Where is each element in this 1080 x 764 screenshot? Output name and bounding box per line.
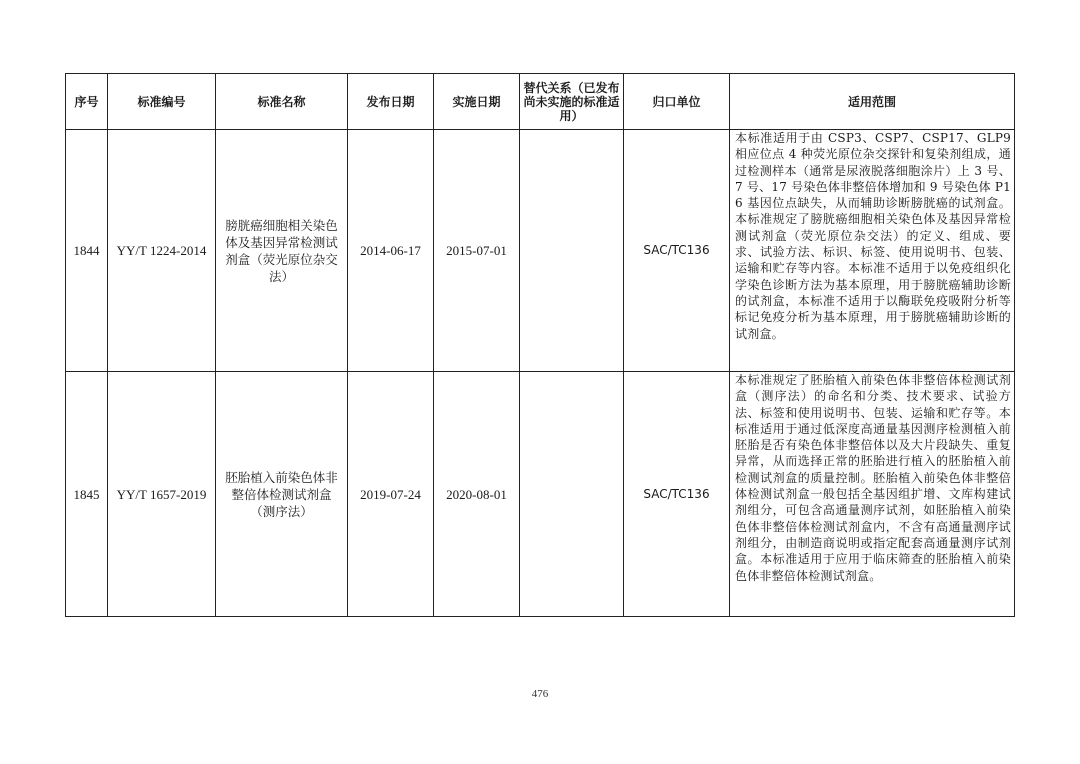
header-scope: 适用范围 <box>730 74 1015 130</box>
cell-seq: 1844 <box>66 130 108 372</box>
cell-scope: 本标准适用于由 CSP3、CSP7、CSP17、GLP9 相应位点 4 种荧光原位杂交探针和复染剂组成，通过检测样本（通常是尿液脱落细胞涂片）上 3 号、7 号、17 号染色体非整倍体增加和 9 号染色体 P16 基因位点缺失，从而辅助诊断膀胱癌的试剂盒。本标准规定了膀胱癌细胞相关染色体及基因异常检测试剂盒（荧光原位杂交法）的定义、组成、要求、试验方法、标识、标签、使用说明书、包装、运输和贮存等内容。本标准不适用于以免疫组织化学染色诊断方法为基本原理，用于膀胱癌辅助诊断的试剂盒，本标准不适用于以酶联免疫吸附分析等标记免疫分析为基本原理，用于膀胱癌辅助诊断的试剂盒。 <box>730 130 1015 372</box>
header-name: 标准名称 <box>216 74 348 130</box>
cell-replacement <box>520 372 624 617</box>
cell-effective-date: 2020-08-01 <box>434 372 520 617</box>
cell-seq: 1845 <box>66 372 108 617</box>
cell-code: YY/T 1224-2014 <box>108 130 216 372</box>
cell-publish-date: 2019-07-24 <box>348 372 434 617</box>
cell-name: 胚胎植入前染色体非整倍体检测试剂盒（测序法） <box>216 372 348 617</box>
cell-unit: SAC/TC136 <box>624 130 730 372</box>
header-seq: 序号 <box>66 74 108 130</box>
header-unit: 归口单位 <box>624 74 730 130</box>
cell-unit: SAC/TC136 <box>624 372 730 617</box>
cell-publish-date: 2014-06-17 <box>348 130 434 372</box>
table-row <box>66 372 1015 617</box>
header-replacement: 替代关系（已发布尚未实施的标准适用） <box>520 74 624 130</box>
table-row <box>66 130 1015 372</box>
header-publish-date: 发布日期 <box>348 74 434 130</box>
table-header-row <box>66 74 1015 130</box>
cell-effective-date: 2015-07-01 <box>434 130 520 372</box>
cell-scope: 本标准规定了胚胎植入前染色体非整倍体检测试剂盒（测序法）的命名和分类、技术要求、试验方法、标签和使用说明书、包装、运输和贮存等。本标准适用于通过低深度高通量基因测序检测植入前胚胎是否有染色体非整倍体以及大片段缺失、重复异常，从而选择正常的胚胎进行植入的胚胎植入前检测试剂盒的质量控制。胚胎植入前染色体非整倍体检测试剂盒一般包括全基因组扩增、文库构建试剂组分，可包含高通量测序试剂，如胚胎植入前染色体非整倍体检测试剂盒内，不含有高通量测序试剂组分，由制造商说明或指定配套高通量测序试剂盒。本标准适用于应用于临床筛查的胚胎植入前染色体非整倍体检测试剂盒。 <box>730 372 1015 617</box>
cell-name: 膀胱癌细胞相关染色体及基因异常检测试剂盒（荧光原位杂交法） <box>216 130 348 372</box>
header-effective-date: 实施日期 <box>434 74 520 130</box>
page-number: 476 <box>531 688 549 700</box>
header-code: 标准编号 <box>108 74 216 130</box>
cell-replacement <box>520 130 624 372</box>
cell-code: YY/T 1657-2019 <box>108 372 216 617</box>
standards-table <box>65 73 1015 617</box>
